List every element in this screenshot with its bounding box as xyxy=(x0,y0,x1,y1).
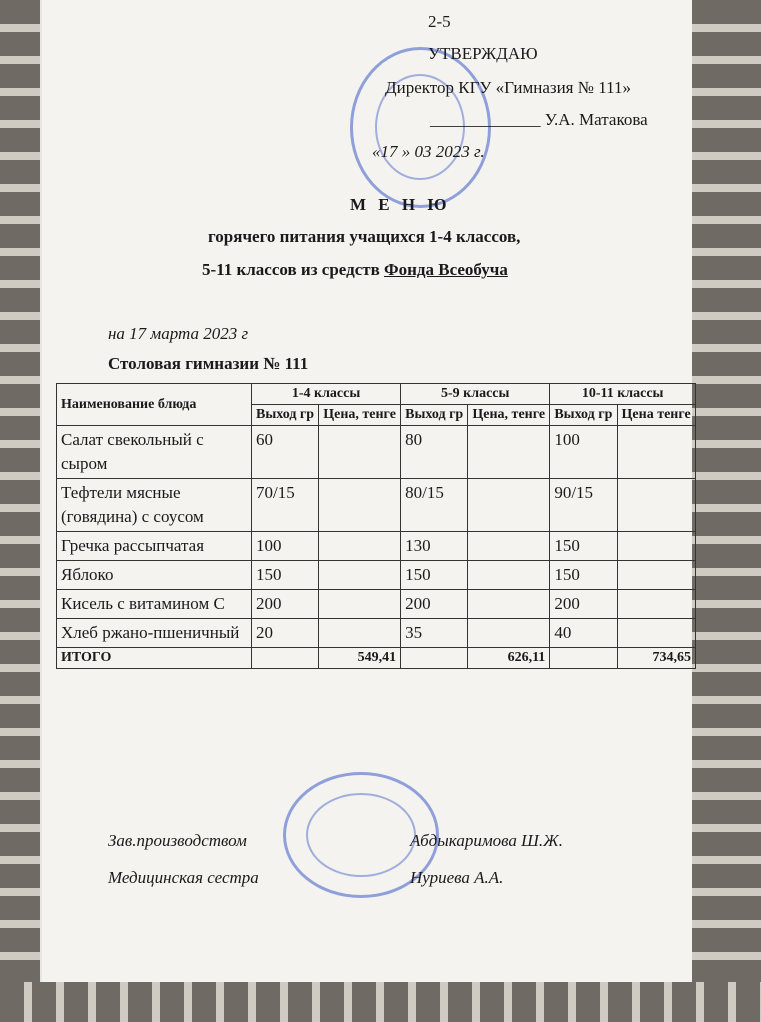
out-5-9: 150 xyxy=(401,561,468,590)
total-1-4: 549,41 xyxy=(319,648,401,669)
dish-name: Гречка рассыпчатая xyxy=(57,532,252,561)
group-5-9: 5-9 классы xyxy=(401,384,550,405)
price-1-4 xyxy=(319,532,401,561)
name-production-head: Абдыкаримова Ш.Ж. xyxy=(410,831,563,850)
canteen-name: Столовая гимназии № 111 xyxy=(108,354,309,373)
price-1-4 xyxy=(319,561,401,590)
price-5-9 xyxy=(468,426,550,479)
decorative-border-bottom xyxy=(0,982,761,1022)
price-1-4 xyxy=(319,619,401,648)
signature-line: _____________ У.А. Матакова xyxy=(430,110,648,129)
out-1-4: 100 xyxy=(252,532,319,561)
price-10-11 xyxy=(617,426,695,479)
table-row xyxy=(57,479,696,532)
out-1-4: 70/15 xyxy=(252,479,319,532)
out-1-4: 60 xyxy=(252,426,319,479)
out-10-11: 150 xyxy=(550,561,617,590)
out-10-11: 150 xyxy=(550,532,617,561)
dish-name: Тефтели мясные (говядина) с соусом xyxy=(57,479,252,532)
document-code: 2-5 xyxy=(428,12,451,31)
price-1-4 xyxy=(319,479,401,532)
group-1-4: 1-4 классы xyxy=(252,384,401,405)
dish-name: Кисель с витамином С xyxy=(57,590,252,619)
col-dish-name: Наименование блюда xyxy=(57,384,252,426)
menu-table xyxy=(56,383,696,669)
role-nurse: Медицинская сестра xyxy=(108,868,259,887)
table-row xyxy=(57,561,696,590)
price-1-4 xyxy=(319,590,401,619)
group-10-11: 10-11 классы xyxy=(550,384,696,405)
menu-date: на 17 марта 2023 г xyxy=(108,324,249,343)
price-5-9 xyxy=(468,479,550,532)
table-row xyxy=(57,426,696,479)
col-price-1: Цена, тенге xyxy=(319,405,401,426)
dish-name: Хлеб ржано-пшеничный xyxy=(57,619,252,648)
menu-title: М Е Н Ю xyxy=(350,195,451,214)
decorative-border-left xyxy=(0,0,40,1022)
table-row xyxy=(57,590,696,619)
price-10-11 xyxy=(617,479,695,532)
out-5-9: 35 xyxy=(401,619,468,648)
out-1-4: 20 xyxy=(252,619,319,648)
approval-date: «17 » 03 2023 г. xyxy=(372,142,485,161)
decorative-border-right xyxy=(691,0,761,1022)
price-1-4 xyxy=(319,426,401,479)
col-out-2: Выход гр xyxy=(401,405,468,426)
price-5-9 xyxy=(468,590,550,619)
out-5-9: 80/15 xyxy=(401,479,468,532)
director-line: Директор КГУ «Гимназия № 111» xyxy=(385,78,631,97)
col-price-2: Цена, тенге xyxy=(468,405,550,426)
subtitle-line2: 5-11 классов из средств Фонда Всеобуча xyxy=(202,260,508,279)
col-out-1: Выход гр xyxy=(252,405,319,426)
name-nurse: Нуриева А.А. xyxy=(410,868,504,887)
total-label: ИТОГО xyxy=(57,648,252,669)
out-10-11: 90/15 xyxy=(550,479,617,532)
fund-name: Фонда Всеобуча xyxy=(384,260,508,279)
col-out-3: Выход гр xyxy=(550,405,617,426)
price-5-9 xyxy=(468,532,550,561)
price-10-11 xyxy=(617,561,695,590)
out-10-11: 40 xyxy=(550,619,617,648)
dish-name: Салат свекольный с сыром xyxy=(57,426,252,479)
table-row xyxy=(57,619,696,648)
total-10-11: 734,65 xyxy=(617,648,695,669)
role-production-head: Зав.производством xyxy=(108,831,247,850)
table-row xyxy=(57,532,696,561)
subtitle-line1: горячего питания учащихся 1-4 классов, xyxy=(208,227,521,246)
out-10-11: 100 xyxy=(550,426,617,479)
approve-heading: УТВЕРЖДАЮ xyxy=(428,44,538,63)
out-5-9: 200 xyxy=(401,590,468,619)
price-10-11 xyxy=(617,619,695,648)
out-5-9: 80 xyxy=(401,426,468,479)
dish-name: Яблоко xyxy=(57,561,252,590)
price-10-11 xyxy=(617,590,695,619)
out-10-11: 200 xyxy=(550,590,617,619)
total-5-9: 626,11 xyxy=(468,648,550,669)
price-5-9 xyxy=(468,561,550,590)
price-5-9 xyxy=(468,619,550,648)
total-row xyxy=(57,648,696,669)
out-1-4: 150 xyxy=(252,561,319,590)
out-1-4: 200 xyxy=(252,590,319,619)
col-price-3: Цена тенге xyxy=(617,405,695,426)
out-5-9: 130 xyxy=(401,532,468,561)
price-10-11 xyxy=(617,532,695,561)
